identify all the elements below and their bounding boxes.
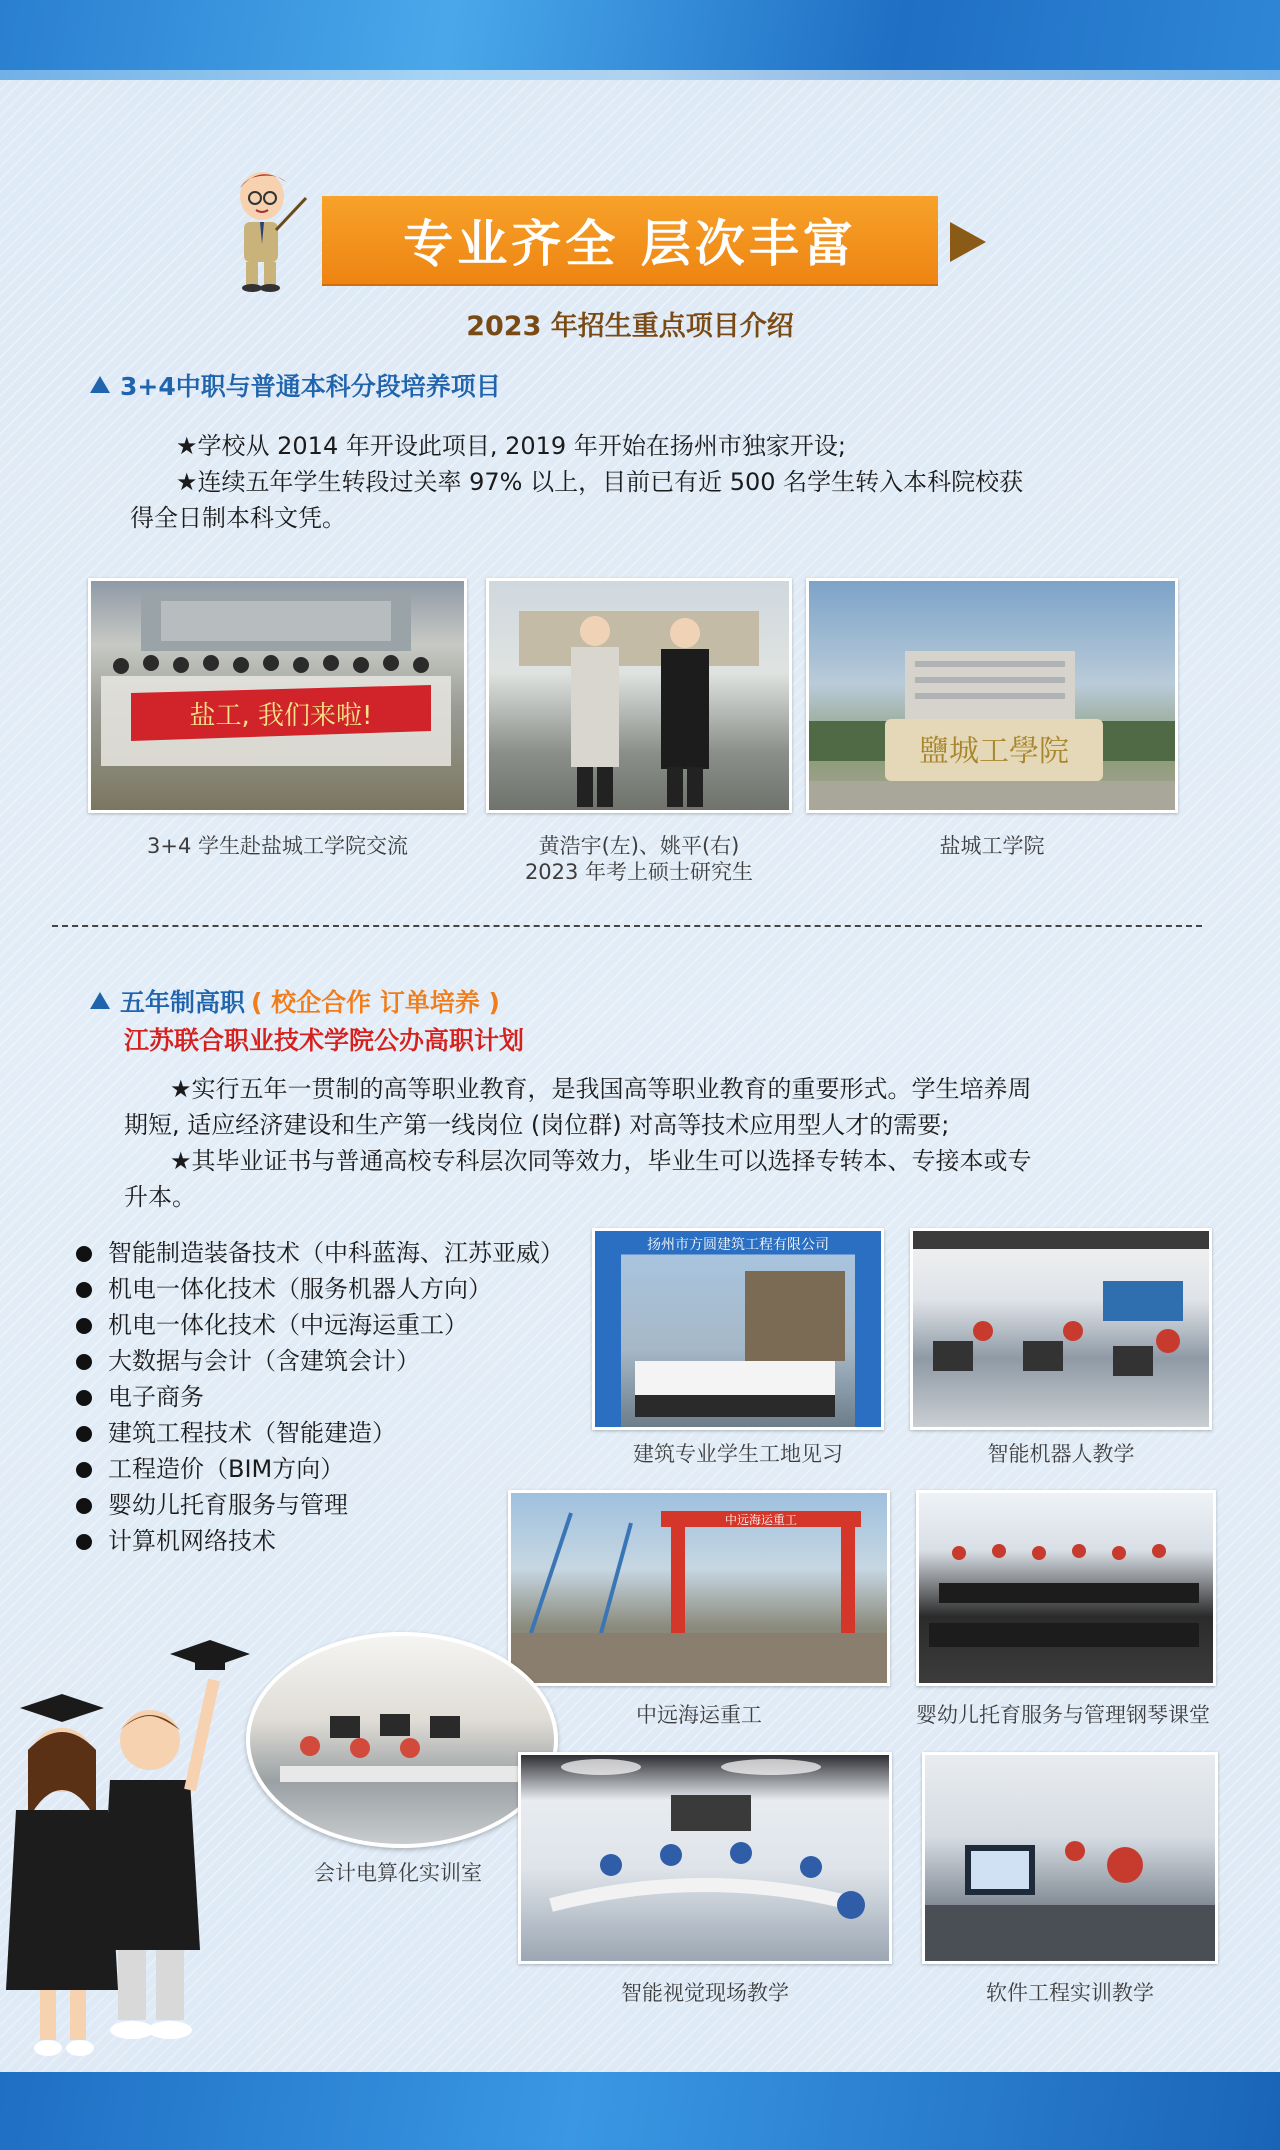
shipyard-sign-text: 中远海运重工 <box>724 1513 798 1527</box>
banner-arrow-icon <box>950 222 986 262</box>
list-item: 计算机网络技术 <box>76 1523 564 1559</box>
photo-caption: 中远海运重工 <box>636 1703 762 1727</box>
bullet-dot-icon <box>76 1498 92 1514</box>
list-item: 建筑工程技术（智能建造） <box>76 1415 564 1451</box>
section1-line: ★连续五年学生转段过关率 97% 以上，目前已有近 500 名学生转入本科院校获 <box>176 468 1024 496</box>
bullet-dot-icon <box>76 1462 92 1478</box>
photo-caption: 智能机器人教学 <box>987 1442 1135 1466</box>
section2-heading: 五年制高职 ( 校企合作 订单培养 ) <box>90 983 500 1019</box>
photo-caption: 智能视觉现场教学 <box>621 1981 789 2005</box>
list-item: 智能制造装备技术（中科蓝海、江苏亚威） <box>76 1235 564 1271</box>
bullet-dot-icon <box>76 1426 92 1442</box>
bullet-dot-icon <box>76 1390 92 1406</box>
bullet-dot-icon <box>76 1354 92 1370</box>
section1-heading: 3+4中职与普通本科分段培养项目 <box>90 367 501 403</box>
section1-line: 得全日制本科文凭。 <box>130 504 346 532</box>
photo-yancheng-campus <box>806 578 1178 813</box>
section1-line: ★学校从 2014 年开设此项目, 2019 年开始在扬州市独家开设; <box>176 432 846 460</box>
photo-shipyard <box>508 1490 890 1686</box>
bullet-dot-icon <box>76 1282 92 1298</box>
bullet-dot-icon <box>76 1246 92 1262</box>
photo-accounting-lab <box>246 1632 558 1848</box>
photo-caption: 软件工程实训教学 <box>986 1981 1154 2005</box>
photo-piano-classroom <box>916 1490 1216 1686</box>
photo-caption: 3+4 学生赴盐城工学院交流 <box>147 834 408 858</box>
photo-caption: 黄浩宇(左)、姚平(右) 2023 年考上硕士研究生 <box>524 834 754 884</box>
section2-line: 期短, 适应经济建设和生产第一线岗位 (岗位群) 对高等技术应用型人才的需要; <box>124 1111 950 1139</box>
photo-vision-classroom <box>518 1752 892 1964</box>
section1-text <box>130 428 1170 536</box>
list-item: 机电一体化技术（服务机器人方向） <box>76 1271 564 1307</box>
page-subtitle: 2023 年招生重点项目介绍 <box>466 311 794 342</box>
photo-robot-classroom <box>910 1228 1212 1430</box>
section2-line: 升本。 <box>124 1183 196 1211</box>
section2-heading-paren: ( 校企合作 订单培养 ) <box>251 988 500 1017</box>
bottom-decorative-band <box>0 2072 1280 2150</box>
list-item: 机电一体化技术（中远海运重工） <box>76 1307 564 1343</box>
photo-students-group <box>88 578 467 813</box>
banner-title: 专业齐全 层次丰富 <box>322 196 938 284</box>
section2-subheading: 江苏联合职业技术学院公办高职计划 <box>124 1026 525 1055</box>
photo-two-graduates <box>486 578 792 813</box>
list-item: 工程造价（BIM方向） <box>76 1451 564 1487</box>
photo-caption: 会计电算化实训室 <box>314 1861 482 1885</box>
photo-caption: 盐城工学院 <box>939 834 1045 858</box>
section2-text <box>124 1071 1194 1215</box>
bullet-dot-icon <box>76 1534 92 1550</box>
list-item: 大数据与会计（含建筑会计） <box>76 1343 564 1379</box>
photo-construction-site <box>592 1228 884 1430</box>
bullet-dot-icon <box>76 1318 92 1334</box>
section2-line: ★实行五年一贯制的高等职业教育，是我国高等职业教育的重要形式。学生培养周 <box>170 1075 1032 1103</box>
banner-text-yangong: 盐工, 我们来啦! <box>189 701 373 731</box>
graduates-illustration-icon <box>0 1620 250 2080</box>
triangle-bullet-icon <box>90 992 110 1009</box>
list-item: 婴幼儿托育服务与管理 <box>76 1487 564 1523</box>
site-sign-text: 扬州市方圆建筑工程有限公司 <box>647 1237 829 1253</box>
photo-caption: 建筑专业学生工地见习 <box>633 1442 843 1466</box>
teacher-mascot-icon <box>230 168 310 292</box>
list-item: 电子商务 <box>76 1379 564 1415</box>
triangle-bullet-icon <box>90 376 110 393</box>
top-decorative-band <box>0 0 1280 80</box>
section-divider <box>52 925 1202 927</box>
photo-caption: 婴幼儿托育服务与管理钢琴课堂 <box>916 1703 1210 1727</box>
campus-sign-text: 鹽城工學院 <box>919 734 1069 769</box>
majors-list <box>76 1235 564 1559</box>
section2-line: ★其毕业证书与普通高校专科层次同等效力，毕业生可以选择专转本、专接本或专 <box>170 1147 1032 1175</box>
photo-software-lab <box>922 1752 1218 1964</box>
